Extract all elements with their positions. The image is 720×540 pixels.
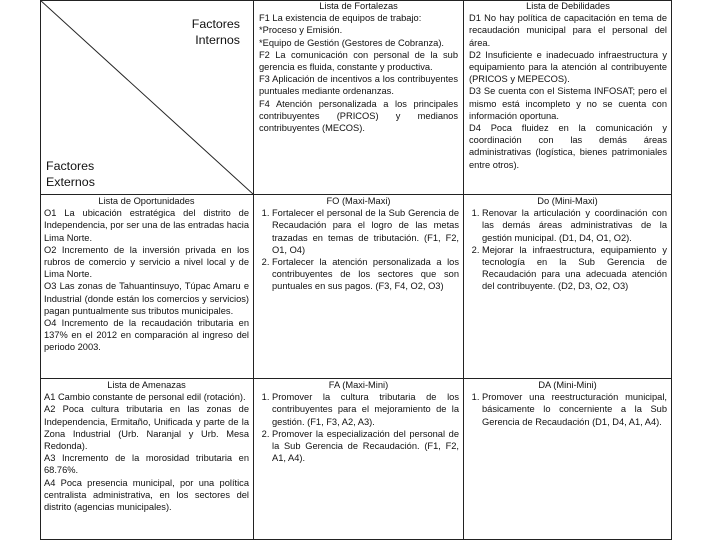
external-factors-label: Factores Externos [46,159,95,189]
amenazas-cell [44,379,249,513]
da-strategy-list [468,391,667,428]
column-divider-2 [463,0,464,540]
fo-header: FO (Maxi-Maxi) [326,196,391,206]
do-cell [468,195,667,293]
oportunidad-item: O2 Incremento de la inversión privada en los rubros de comercio y servicio a nivel local y de Lima Norte. [44,244,249,280]
fo-strategy-item: 2. Fortalecer la atención personalizada a los contribuyentes de los sectores que son puntuales en sus pagos. (F3, F4, O2, O3) [272,256,459,293]
debilidad-item: D2 Insuficiente e inadecuado infraestructura y equipamiento para la atención al contribuyente (PRICOS y MEPECOS). [469,49,667,85]
do-strategy-item: 2. Mejorar la infraestructura, equipamiento y tecnología en la Sub Gerencia de Recaudación para una adecuada atención del contribuyente. (D2, D3, O2, O3) [482,244,667,293]
fo-cell [258,195,459,293]
da-header: DA (Mini-Mini) [538,380,597,390]
debilidad-item: D3 Se cuenta con el Sistema INFOSAT; pero el mismo está incompleto y no se cuenta con información oportuna. [469,86,667,121]
oportunidades-header: Lista de Oportunidades [98,196,195,206]
fo-strategy-list [258,207,459,292]
fortaleza-item: F4 Atención personalizada a los principales contribuyentes (PRICOS) y medianos contribuyentes (MECOS). [259,98,458,134]
amenazas-header: Lista de Amenazas [107,380,186,390]
debilidad-item: D4 Poca fluidez en la comunicación y coordinación con las demás áreas administrativas (logística, bienes patrimoniales entre otros). [469,123,667,170]
fortaleza-item: *Proceso y Emisión. [259,25,343,36]
do-strategy-list [468,207,667,292]
fortaleza-item: F3 Aplicación de incentivos a los contribuyentes puntuales mediante ordenanzas. [259,74,458,97]
do-strategy-item: 1. Renovar la articulación y coordinación con las demás áreas administrativas de la gestión municipal. (D1, D4, O1, O2). [482,207,667,244]
do-header: Do (Mini-Maxi) [537,196,598,206]
fortaleza-item: F1 La existencia de equipos de trabajo: [259,13,422,24]
fa-strategy-item: 2. Promover la especialización del personal de la Sub Gerencia de Recaudación. (F1, F2, A1, A4). [272,428,459,465]
fa-header: FA (Maxi-Mini) [328,380,389,390]
oportunidad-item: O1 La ubicación estratégica del distrito de Independencia, por ser una de las entradas hacia Lima Norte. [44,208,249,243]
fo-strategy-item: 1. Fortalecer el personal de la Sub Gerencia de Recaudación para el logro de las metas trazadas en temas de tributación. (F1, F2, O1, O4) [272,207,459,256]
fortaleza-item: F2 La comunicación con personal de la sub gerencia es fluida, constante y productiva. [259,49,458,73]
fortalezas-cell [259,0,458,134]
fa-strategy-list [258,391,459,464]
oportunidad-item: O3 Las zonas de Tahuantinsuyo, Túpac Amaru e Industrial (donde están los comercios y servicios) pagan puntualmente sus tributos municipales. [44,281,249,316]
amenaza-item: A4 Poca presencia municipal, por una política centralista administrativa, en los sectores del distrito (agencias municipales). [44,477,249,513]
oportunidades-cell [44,195,249,354]
border-right [671,0,672,540]
amenaza-item: A2 Poca cultura tributaria en las zonas de Independencia, Ermitaño, Unificada y parte de la Zona Industrial (Urb. Naranjal y Urb. Mesa Redonda). [44,404,249,452]
da-cell [468,379,667,428]
column-divider-1 [253,0,254,540]
debilidad-item: D1 No hay política de capacitación en tema de recaudación municipal para el personal del área. [469,13,667,48]
da-strategy-item: 1. Promover una reestructuración municipal, básicamente lo concerniente a la Sub Gerencia de Recaudación (D1, D4, A1, A4). [482,391,667,428]
fa-strategy-item: 1. Promover la cultura tributaria de los contribuyentes para el mejoramiento de la gestión. (F1, F3, A2, A3). [272,391,459,428]
internal-factors-label: Factores Internos [191,17,240,47]
foda-matrix [40,0,672,540]
amenaza-item: A1 Cambio constante de personal edil (rotación). [44,392,246,403]
oportunidad-item: O4 Incremento de la recaudación tributaria en 137% en el 2012 en comparación al ingreso del periodo 2003. [44,318,249,353]
amenaza-item: A3 Incremento de la morosidad tributaria en 68.76%. [44,453,249,476]
debilidades-header: Lista de Debilidades [526,1,610,11]
debilidades-cell [469,0,667,171]
fa-cell [258,379,459,464]
fortaleza-item: *Equipo de Gestión (Gestores de Cobranza). [259,37,445,48]
fortalezas-header: Lista de Fortalezas [319,1,398,11]
